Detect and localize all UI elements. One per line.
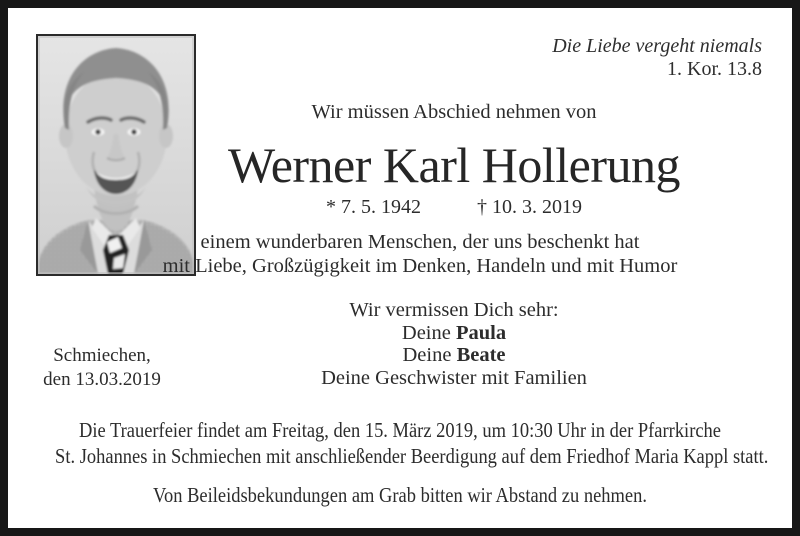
place-dateline bbox=[34, 344, 170, 391]
mourner-name: Paula bbox=[455, 321, 507, 344]
bible-quote bbox=[552, 35, 762, 81]
bible-quote-reference: 1. Kor. 13.8 bbox=[667, 58, 762, 80]
life-dates bbox=[108, 196, 800, 219]
mourner-prefix: Deine Geschwister mit Familien bbox=[321, 366, 587, 389]
tribute-line-2: mit Liebe, Großzügigkeit im Denken, Handeln und mit Humor bbox=[162, 254, 678, 277]
mourner-item bbox=[108, 344, 800, 367]
mourner-prefix: Deine bbox=[401, 321, 456, 344]
mourners-heading: Wir vermissen Dich sehr: bbox=[349, 299, 559, 321]
tribute-text bbox=[40, 231, 800, 278]
condolence-text: Von Beileidsbekundungen am Grab bitten wir Abstand zu nehmen. bbox=[153, 483, 647, 507]
condolence-note bbox=[8, 483, 792, 508]
mourner-item bbox=[108, 322, 800, 345]
deceased-name: Werner Karl Hollerung bbox=[228, 137, 680, 193]
bible-quote-text: Die Liebe vergeht niemals bbox=[552, 35, 762, 57]
death-date: † 10. 3. 2019 bbox=[477, 196, 582, 218]
mourner-name: Beate bbox=[456, 344, 506, 366]
funeral-info bbox=[8, 418, 792, 469]
mourner-item bbox=[108, 367, 800, 390]
funeral-line-1: Die Trauerfeier findet am Freitag, den 15. März 2019, um 10:30 Uhr in der Pfarrkirche bbox=[78, 418, 721, 442]
funeral-line-2: St. Johannes in Schmiechen mit anschließender Beerdigung auf dem Friedhof Maria Kappl statt. bbox=[55, 443, 769, 468]
tribute-line-1: einem wunderbaren Menschen, der uns beschenkt hat bbox=[200, 231, 640, 253]
mourners-list bbox=[108, 299, 800, 389]
intro-line: Wir müssen Abschied nehmen von bbox=[311, 101, 597, 123]
place: Schmiechen, bbox=[53, 345, 151, 366]
date: den 13.03.2019 bbox=[43, 368, 161, 390]
mourner-prefix: Deine bbox=[402, 344, 457, 366]
birth-date: * 7. 5. 1942 bbox=[326, 196, 421, 218]
